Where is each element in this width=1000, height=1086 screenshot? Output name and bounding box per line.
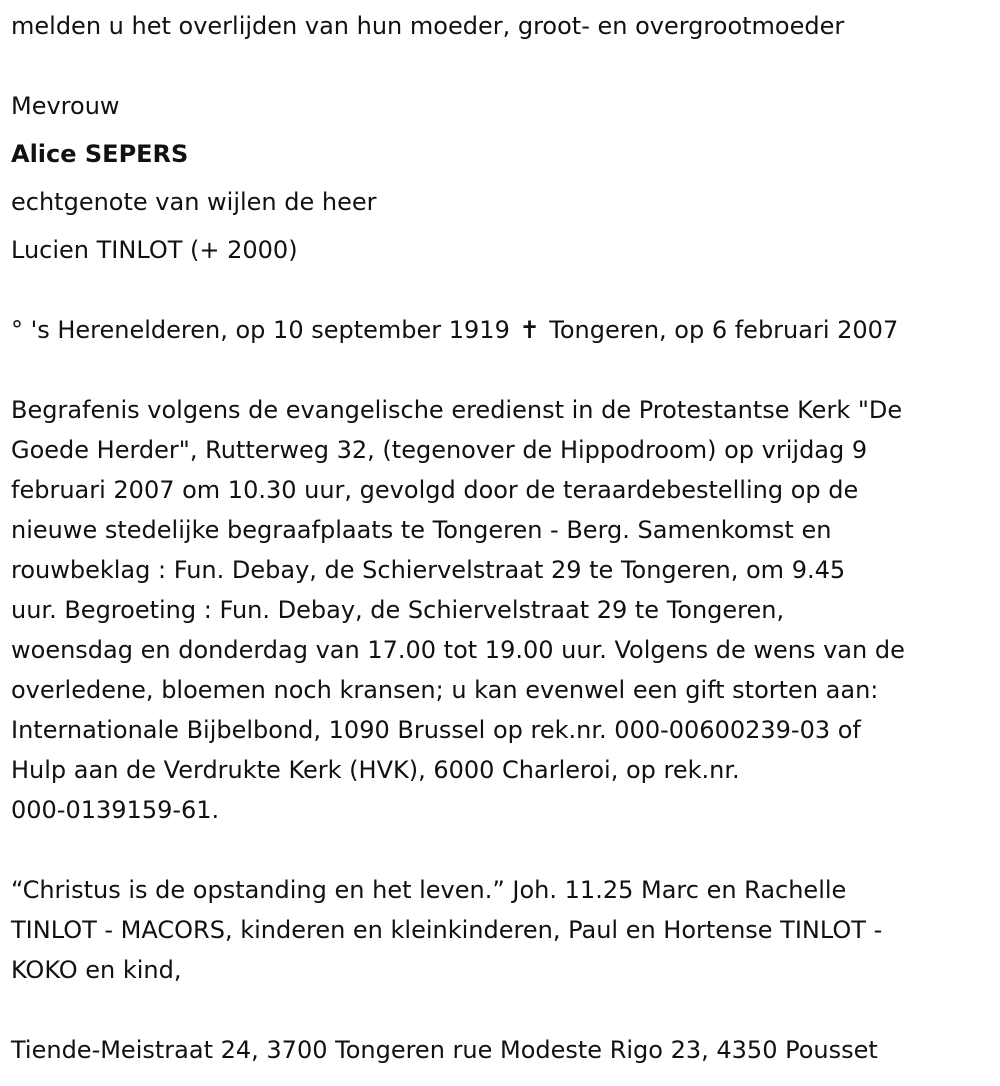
- funeral-line: februari 2007 om 10.30 uur, gevolgd door de teraardebestelling op de: [11, 476, 859, 504]
- funeral-details: [11, 390, 991, 830]
- death-info: Tongeren, op 6 februari 2007: [549, 316, 899, 344]
- funeral-line: nieuwe stedelijke begraafplaats te Tongeren - Berg. Samenkomst en: [11, 516, 832, 544]
- spouse-label: echtgenote van wijlen de heer: [11, 188, 377, 216]
- quote-and-family: [11, 870, 991, 990]
- quote-line: TINLOT - MACORS, kinderen en kleinkinderen, Paul en Hortense TINLOT -: [11, 916, 883, 944]
- quote-line: KOKO en kind,: [11, 956, 182, 984]
- funeral-line: overledene, bloemen noch kransen; u kan evenwel een gift storten aan:: [11, 676, 879, 704]
- funeral-line: Goede Herder", Rutterweg 32, (tegenover de Hippodroom) op vrijdag 9: [11, 436, 868, 464]
- funeral-line: Hulp aan de Verdrukte Kerk (HVK), 6000 Charleroi, op rek.nr.: [11, 756, 740, 784]
- funeral-line: Begrafenis volgens de evangelische eredienst in de Protestantse Kerk "De: [11, 396, 903, 424]
- funeral-line: rouwbeklag : Fun. Debay, de Schiervelstraat 29 te Tongeren, om 9.45: [11, 556, 846, 584]
- family-address: Tiende-Meistraat 24, 3700 Tongeren rue Modeste Rigo 23, 4350 Pousset: [11, 1036, 878, 1064]
- birth-info: ° 's Herenelderen, op 10 september 1919: [11, 316, 510, 344]
- intro-text: melden u het overlijden van hun moeder, groot- en overgrootmoeder: [11, 12, 845, 40]
- quote-line: “Christus is de opstanding en het leven.” Joh. 11.25 Marc en Rachelle: [11, 876, 847, 904]
- funeral-line: 000-0139159-61.: [11, 796, 220, 824]
- deceased-name: Alice SEPERS: [11, 140, 189, 168]
- cross-icon: ✝: [519, 316, 540, 344]
- funeral-line: Internationale Bijbelbond, 1090 Brussel op rek.nr. 000-00600239-03 of: [11, 716, 861, 744]
- funeral-line: woensdag en donderdag van 17.00 tot 19.00 uur. Volgens de wens van de: [11, 636, 905, 664]
- honorific-title: Mevrouw: [11, 92, 120, 120]
- birth-death-dates: [11, 315, 898, 345]
- funeral-line: uur. Begroeting : Fun. Debay, de Schiervelstraat 29 te Tongeren,: [11, 596, 785, 624]
- spouse-name: Lucien TINLOT (+ 2000): [11, 236, 298, 264]
